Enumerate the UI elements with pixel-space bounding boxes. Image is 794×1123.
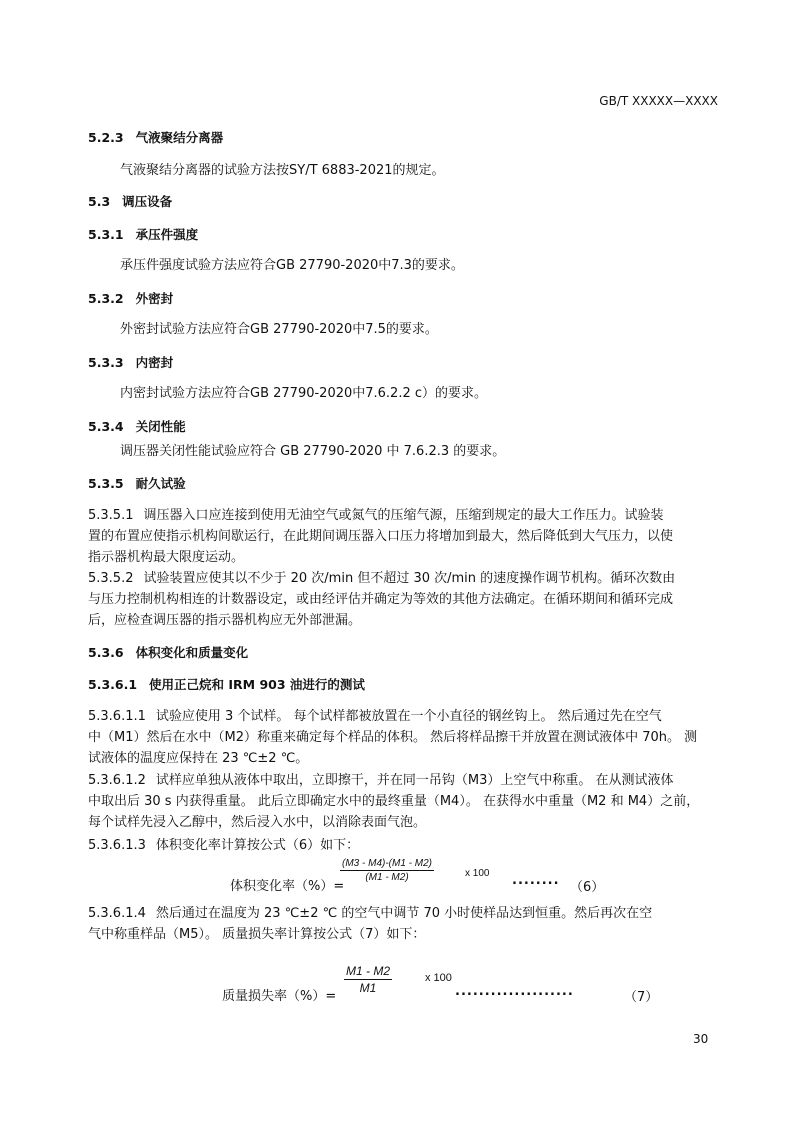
- line: 每个试样先浸入乙醇中，然后浸入水中，以消除表面气泡。: [88, 815, 427, 830]
- formula-lhs: 质量损失率（%）=: [222, 989, 337, 1004]
- paragraph: 气液聚结分离器的试验方法按SY/T 6883-2021的规定。: [120, 163, 445, 178]
- paragraph: 内密封试验方法应符合GB 27790-2020中7.6.2.2 c）的要求。: [120, 386, 488, 401]
- section-title: 使用正己烷和 IRM 903 油进行的测试: [149, 677, 365, 692]
- clause-5-3-6-1-2: [88, 770, 718, 833]
- clause-number: 5.3.6.1.2: [88, 773, 146, 788]
- section-title: 承压件强度: [135, 227, 199, 242]
- heading-5-3-4: [88, 416, 718, 437]
- heading-5-3: [88, 191, 718, 212]
- section-number: 5.3.5: [88, 476, 124, 491]
- clause-5-3-6-1-1: [88, 706, 718, 769]
- heading-5-3-6-1: [88, 674, 718, 695]
- line: 与压力控制机构相连的计数器设定，或由经评估并确定为等效的其他方法确定。在循环期间和循环完成: [88, 592, 674, 607]
- fraction: [340, 858, 434, 883]
- page-number: 30: [693, 1032, 709, 1046]
- line: 后，应检查调压器的指示器机构应无外部泄漏。: [88, 613, 362, 628]
- clause-5-3-5-2: [88, 568, 718, 631]
- section-number: 5.2.3: [88, 130, 124, 145]
- section-title: 关闭性能: [135, 419, 186, 434]
- clause-number: 5.3.5.2: [88, 571, 134, 586]
- line: 气中称重样品（M5）。 质量损失率计算按公式（7）如下：: [88, 927, 426, 942]
- clause-5-3-5-1: [88, 505, 718, 568]
- line: 置的布置应使指示机构间歇运行，在此期间调压器入口压力将增加到最大，然后降低到大气压力，以使: [88, 529, 674, 544]
- denominator: M1: [359, 981, 377, 995]
- header-standard-code: GB/T XXXXX—XXXX: [599, 94, 718, 108]
- line: 调压器入口应连接到使用无油空气或氮气的压缩气源，压缩到规定的最大工作压力。试验装: [143, 508, 664, 523]
- fraction: [344, 964, 392, 995]
- heading-5-3-3: [88, 352, 718, 373]
- formula-lhs: 体积变化率（%）=: [230, 879, 345, 894]
- section-number: 5.3.2: [88, 291, 124, 306]
- formula-number: （7）: [624, 990, 659, 1005]
- multiplier: x 100: [425, 972, 452, 984]
- paragraph: 调压器关闭性能试验应符合 GB 27790-2020 中 7.6.2.3 的要求。: [120, 444, 506, 459]
- line: 体积变化率计算按公式（6）如下：: [155, 838, 360, 853]
- line: 试验装置应使其以不少于 20 次/min 但不超过 30 次/min 的速度操作调节机构。循环次数由: [143, 571, 676, 586]
- line: 中（M1）然后在水中（M2）称重来确定每个样品的体积。 然后将样品擦干并放置在测试液体中 70h。 测: [88, 730, 698, 745]
- line: 试样应单独从液体中取出，立即擦干，并在同一吊钩（M3）上空气中称重。 在从测试液体: [155, 773, 674, 788]
- paragraph: 外密封试验方法应符合GB 27790-2020中7.5的要求。: [120, 322, 438, 337]
- leader-dots: ........: [512, 873, 560, 888]
- line: 中取出后 30 s 内获得重量。 此后立即确定水中的最终重量（M4）。 在获得水中重量（M2 和 M4）之前，: [88, 794, 700, 809]
- section-number: 5.3.4: [88, 419, 124, 434]
- numerator: M1 - M2: [346, 964, 391, 978]
- formula-number: （6）: [570, 880, 605, 895]
- clause-5-3-6-1-3: [88, 835, 718, 856]
- multiplier: x 100: [465, 868, 490, 879]
- heading-5-3-1: [88, 224, 718, 245]
- section-number: 5.3.3: [88, 355, 124, 370]
- paragraph: 承压件强度试验方法应符合GB 27790-2020中7.3的要求。: [120, 258, 464, 273]
- heading-5-3-5: [88, 473, 718, 494]
- section-title: 外密封: [135, 291, 174, 306]
- section-number: 5.3.1: [88, 227, 124, 242]
- section-number: 5.3: [88, 194, 111, 209]
- line: 指示器机构最大限度运动。: [88, 550, 245, 565]
- clause-number: 5.3.6.1.4: [88, 906, 146, 921]
- heading-5-3-2: [88, 288, 718, 309]
- section-title: 调压设备: [122, 194, 173, 209]
- line: 然后通过在温度为 23 ℃±2 ℃ 的空气中调节 70 小时使样品达到恒重。然后再次在空: [155, 906, 653, 921]
- section-title: 内密封: [135, 355, 174, 370]
- heading-5-3-6: [88, 642, 718, 663]
- section-number: 5.3.6.1: [88, 677, 138, 692]
- line: 试液体的温度应保持在 23 ℃±2 ℃。: [88, 751, 309, 766]
- line: 试验应使用 3 个试样。 每个试样都被放置在一个小直径的钢丝钩上。 然后通过先在空气: [155, 709, 662, 724]
- leader-dots: ....................: [455, 984, 574, 999]
- section-title: 耐久试验: [135, 476, 186, 491]
- section-title: 气液聚结分离器: [135, 130, 224, 145]
- clause-5-3-6-1-4: [88, 903, 718, 945]
- heading-5-2-3: [88, 127, 718, 148]
- clause-number: 5.3.6.1.3: [88, 838, 146, 853]
- clause-number: 5.3.6.1.1: [88, 709, 146, 724]
- numerator: (M3 - M4)-(M1 - M2): [342, 858, 432, 869]
- section-number: 5.3.6: [88, 645, 124, 660]
- section-title: 体积变化和质量变化: [135, 645, 249, 660]
- denominator: (M1 - M2): [365, 872, 409, 883]
- clause-number: 5.3.5.1: [88, 508, 134, 523]
